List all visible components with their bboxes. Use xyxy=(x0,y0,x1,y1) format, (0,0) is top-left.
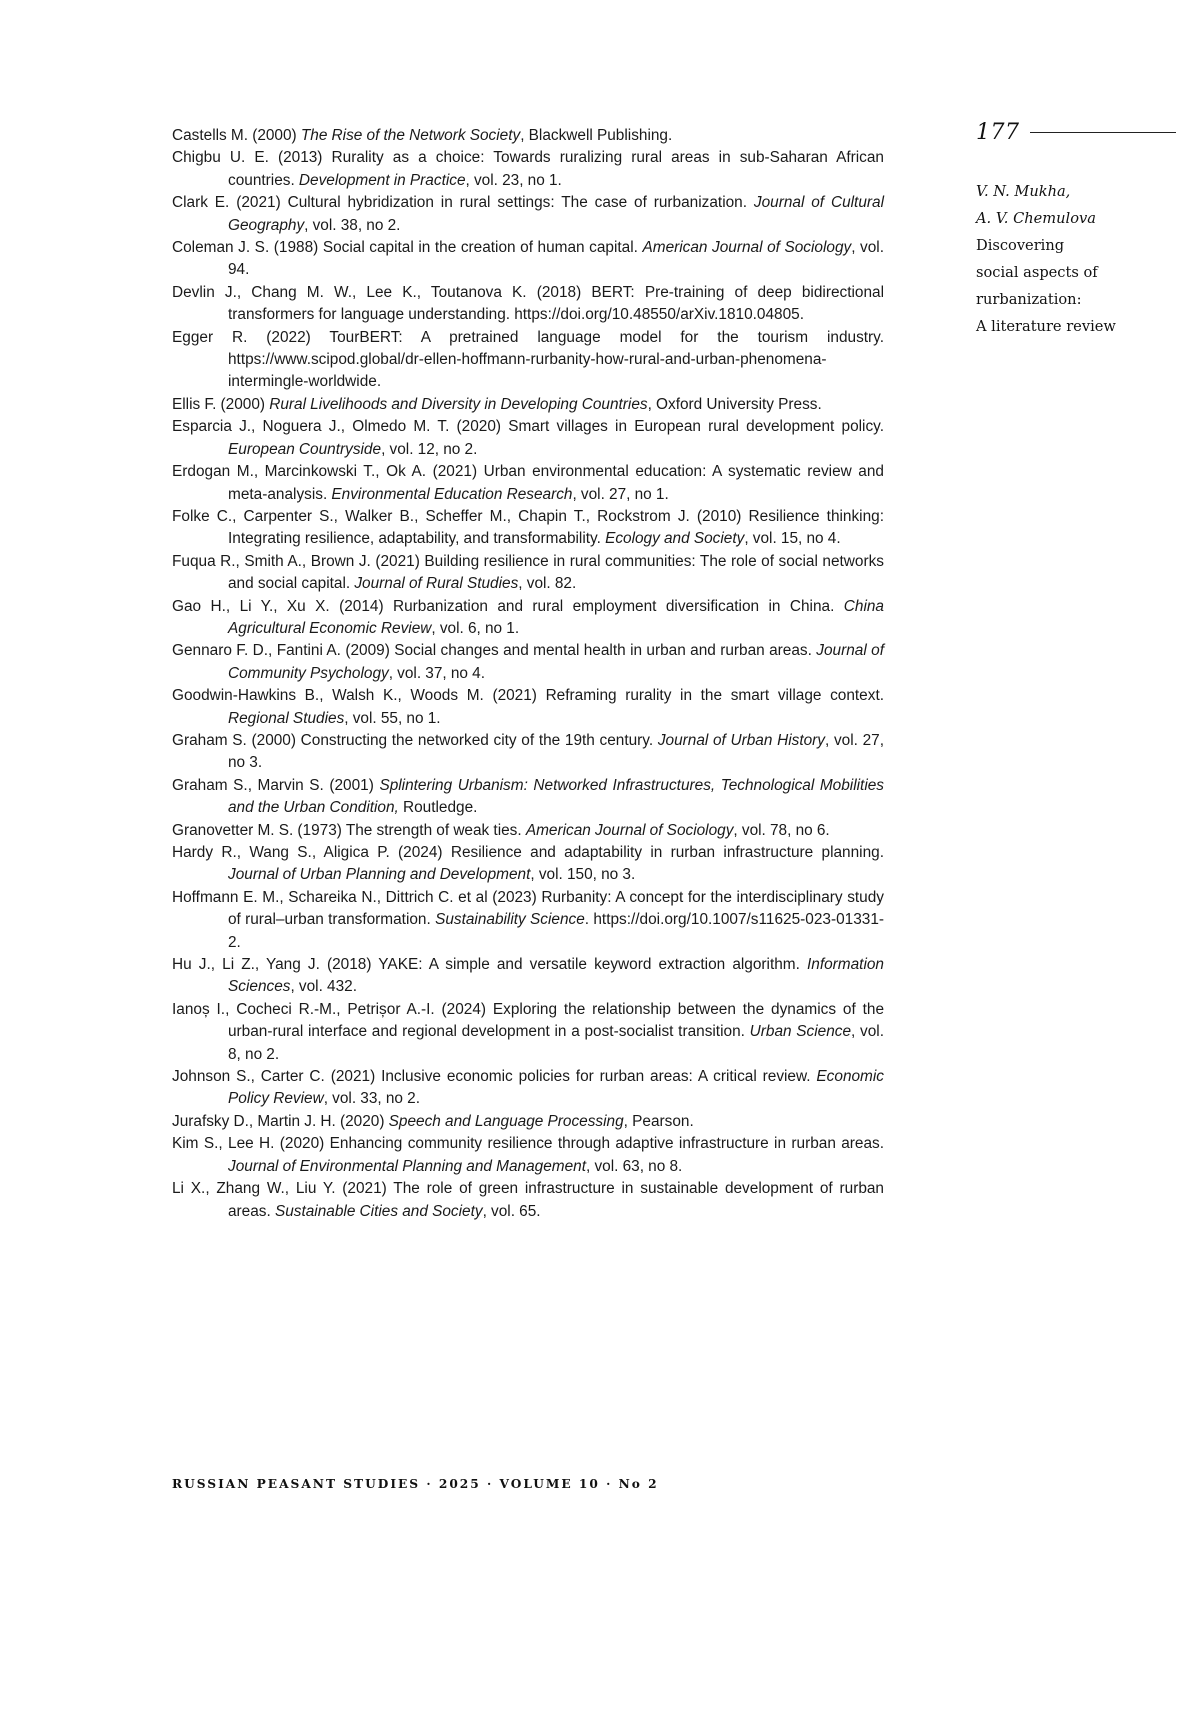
reference-entry: Clark E. (2021) Cultural hybridization in rural settings: The case of rurbanization. Journal of Cultural Geography, vol. 38, no 2. xyxy=(172,194,885,234)
folio-rule xyxy=(1030,132,1177,133)
running-head-title-line: social aspects of xyxy=(976,263,1098,281)
reference-entry: Erdogan M., Marcinkowski T., Ok A. (2021) Urban environmental education: A systematic review and meta-analysis. Environmental Education Research, vol. 27, no 1. xyxy=(172,463,884,503)
reference-entry: Coleman J. S. (1988) Social capital in the creation of human capital. American Journal of Sociology, vol. 94. xyxy=(172,239,885,279)
running-head-title xyxy=(976,233,1176,341)
reference-entry: Gao H., Li Y., Xu X. (2014) Rurbanization and rural employment diversification in China. China Agricultural Economic Review, vol. 6, no 1. xyxy=(172,597,884,637)
reference-entry: Granovetter M. S. (1973) The strength of weak ties. American Journal of Sociology, vol. 78, no 6. xyxy=(172,821,830,839)
reference-entry: Ianoș I., Cocheci R.-M., Petrișor A.-I. (2024) Exploring the relationship between the dynamics of the urban-rural interface and regional development in a post-socialist transition. Urban Science, vol. 8, no 2. xyxy=(172,1000,884,1063)
reference-entry: Graham S., Marvin S. (2001) Splintering Urbanism: Networked Infrastructures, Technological Mobilities and the Urban Condition, Routledge. xyxy=(172,776,884,817)
running-head-title-line: Discovering xyxy=(976,236,1065,254)
reference-entry: Hoffmann E. M., Schareika N., Dittrich C. et al (2023) Rurbanity: A concept for the interdisciplinary study of rural–urban transformation. Sustainability Science. https://doi.org/10.1007/s11625-023-01331-2. xyxy=(172,888,884,951)
reference-entry: Hardy R., Wang S., Aligica P. (2024) Resilience and adaptability in rurban infrastructure planning. Journal of Urban Planning and Development, vol. 150, no 3. xyxy=(172,844,884,884)
reference-entry: Johnson S., Carter C. (2021) Inclusive economic policies for rurban areas: A critical review. Economic Policy Review, vol. 33, no 2. xyxy=(172,1068,884,1108)
running-head-author-line: A. V. Chemulova xyxy=(976,209,1096,227)
reference-entry: Gennaro F. D., Fantini A. (2009) Social changes and mental health in urban and rurban areas. Journal of Community Psychology, vol. 37, no 4. xyxy=(172,642,884,682)
running-head-title-line: rurbanization: xyxy=(976,290,1082,308)
reference-entry: Folke C., Carpenter S., Walker B., Scheffer M., Chapin T., Rockstrom J. (2010) Resilience thinking: Integrating resilience, adaptability, and transformability. Ecology and Society, vol. 15, no 4. xyxy=(172,507,884,548)
folio-row xyxy=(976,120,1176,145)
reference-entry: Chigbu U. E. (2013) Rurality as a choice: Towards ruralizing rural areas in sub-Saharan African countries. Development in Practice, vol. 23, no 1. xyxy=(172,149,884,189)
running-head-title-line: A literature review xyxy=(976,317,1116,335)
reference-entry: Egger R. (2022) TourBERT: A pretrained language model for the tourism industry. https://www.scipod.global/dr-ellen-hoffmann-rurbanity-how-rural-and-urban-phenomena-intermingle-worldwide. xyxy=(172,328,884,391)
reference-entry: Goodwin-Hawkins B., Walsh K., Woods M. (2021) Reframing rurality in the smart village context. Regional Studies, vol. 55, no 1. xyxy=(172,687,884,727)
reference-entry: Castells M. (2000) The Rise of the Network Society, Blackwell Publishing. xyxy=(172,127,673,144)
page-number: 177 xyxy=(976,120,1020,145)
running-head-authors xyxy=(976,179,1176,233)
footer-journal-line: RUSSIAN PEASANT STUDIES · 2025 · VOLUME 10 · No 2 xyxy=(172,1477,659,1491)
reference-entry: Kim S., Lee H. (2020) Enhancing community resilience through adaptive infrastructure in rurban areas. Journal of Environmental Planning and Management, vol. 63, no 8. xyxy=(172,1135,884,1175)
reference-list xyxy=(172,125,884,1223)
running-head xyxy=(976,179,1176,341)
running-head-author-line: V. N. Mukha, xyxy=(976,183,1071,200)
margin-block xyxy=(976,120,1176,341)
reference-entry: Graham S. (2000) Constructing the networked city of the 19th century. Journal of Urban History, vol. 27, no 3. xyxy=(172,731,884,772)
reference-entry: Ellis F. (2000) Rural Livelihoods and Diversity in Developing Countries, Oxford University Press. xyxy=(172,395,822,413)
reference-entry: Devlin J., Chang M. W., Lee K., Toutanova K. (2018) BERT: Pre-training of deep bidirectional transformers for language understanding. https://doi.org/10.48550/arXiv.1810.04805. xyxy=(172,283,884,324)
reference-entry: Jurafsky D., Martin J. H. (2020) Speech and Language Processing, Pearson. xyxy=(172,1112,694,1130)
reference-entry: Li X., Zhang W., Liu Y. (2021) The role of green infrastructure in sustainable development of rurban areas. Sustainable Cities and Society, vol. 65. xyxy=(172,1180,884,1220)
reference-entry: Hu J., Li Z., Yang J. (2018) YAKE: A simple and versatile keyword extraction algorithm. Information Sciences, vol. 432. xyxy=(172,956,884,996)
reference-entry: Fuqua R., Smith A., Brown J. (2021) Building resilience in rural communities: The role of social networks and social capital. Journal of Rural Studies, vol. 82. xyxy=(172,552,884,593)
reference-entry: Esparcia J., Noguera J., Olmedo M. T. (2020) Smart villages in European rural development policy. European Countryside, vol. 12, no 2. xyxy=(172,418,884,458)
